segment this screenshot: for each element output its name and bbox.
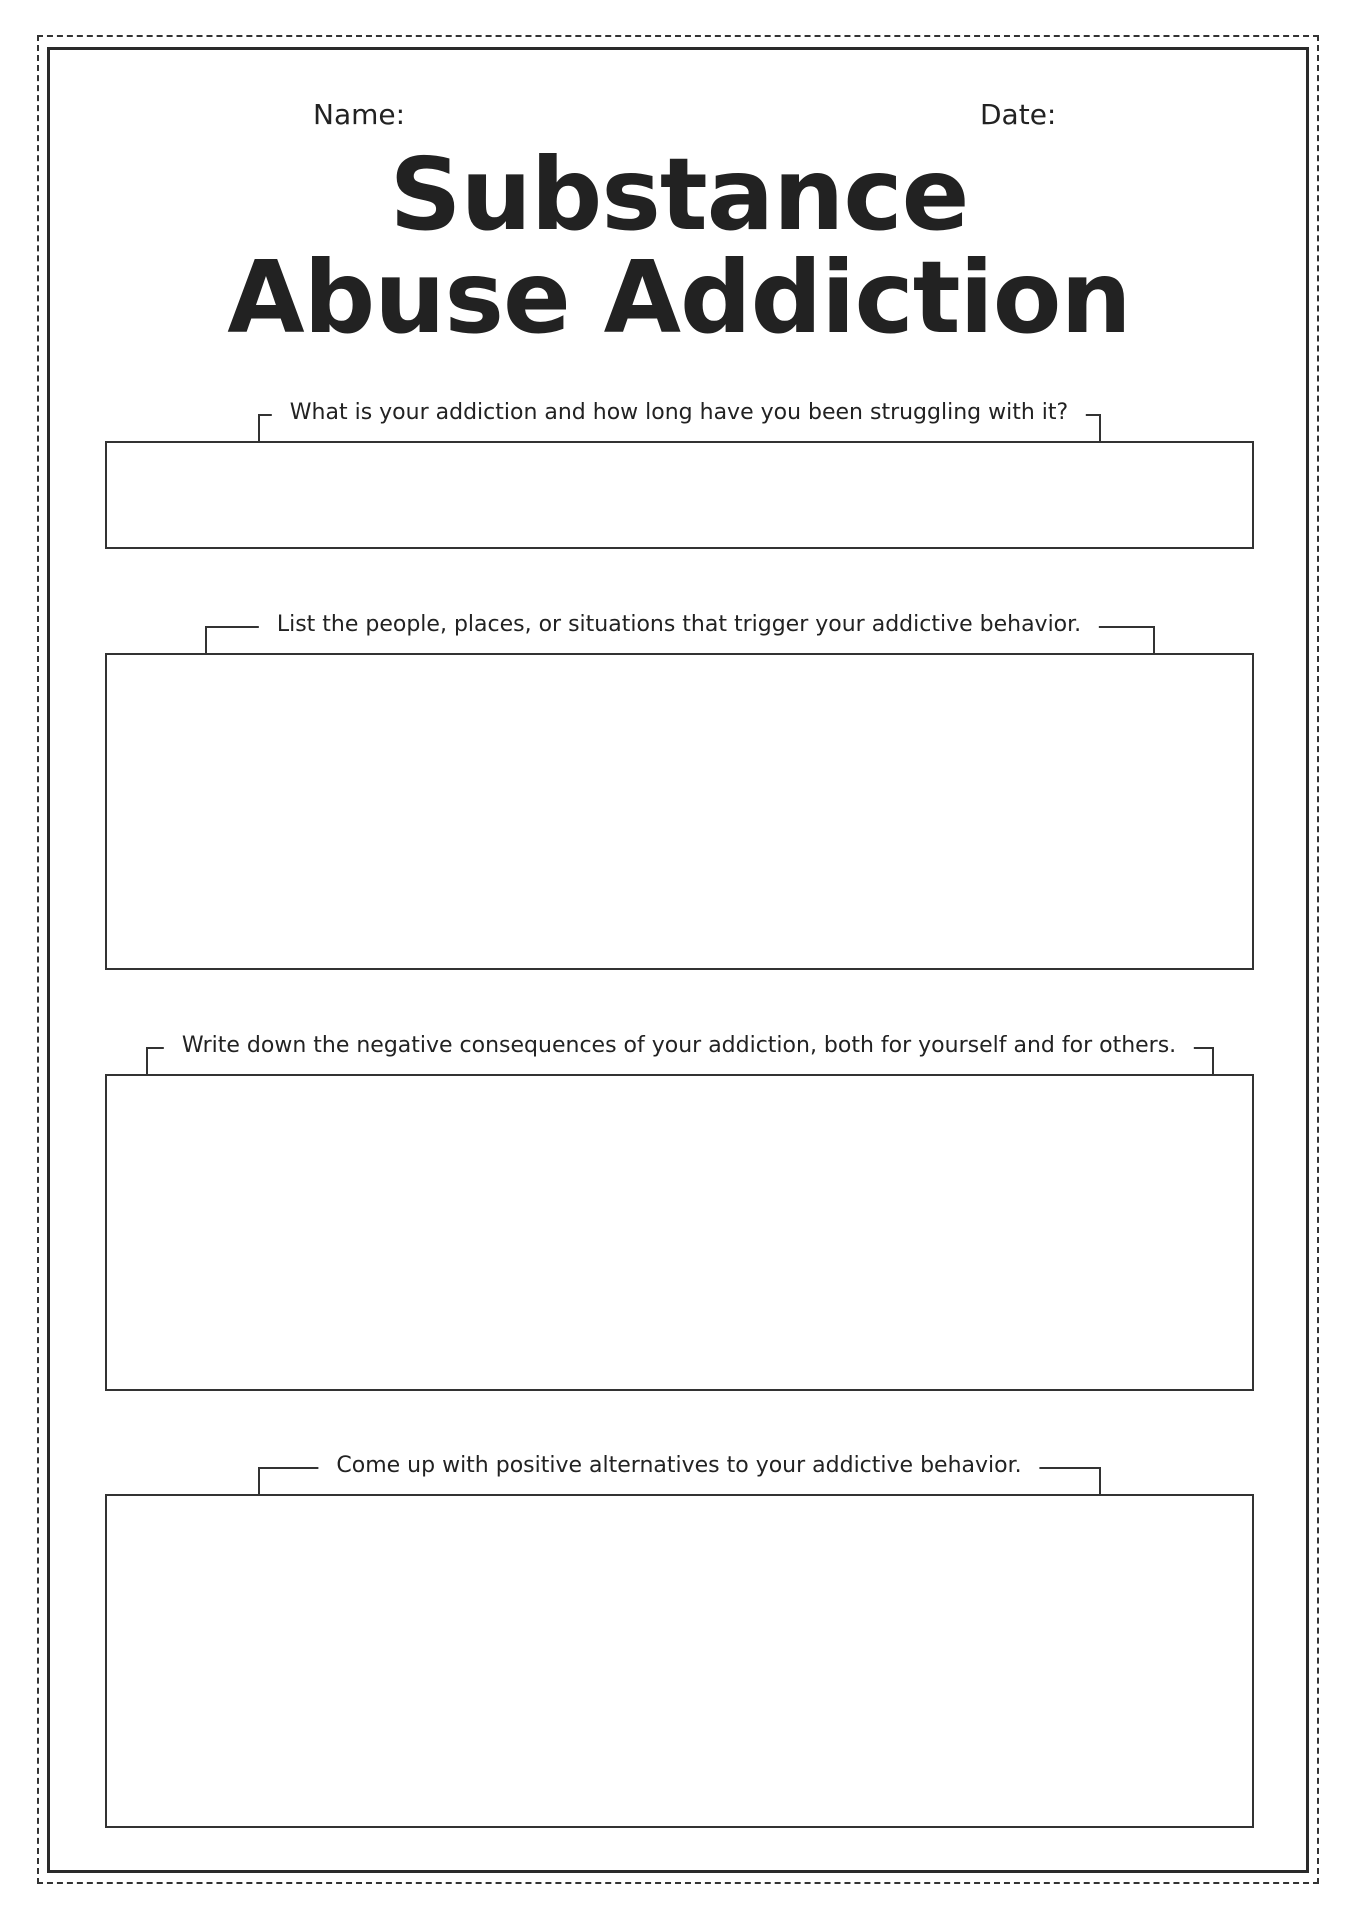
section-3-answer-box[interactable] <box>105 1074 1254 1391</box>
date-label: Date: <box>980 98 1057 131</box>
section-1-answer-box[interactable] <box>105 441 1254 549</box>
section-1-prompt: What is your addiction and how long have you been struggling with it? <box>272 399 1086 427</box>
section-4-answer-box[interactable] <box>105 1494 1254 1828</box>
section-4-prompt: Come up with positive alternatives to your addictive behavior. <box>318 1452 1039 1480</box>
page-title-line-2: Abuse Addiction <box>227 239 1131 356</box>
page-title-line-1: Substance <box>389 136 969 253</box>
section-3-prompt: Write down the negative consequences of your addiction, both for yourself and for others. <box>164 1032 1194 1060</box>
name-label: Name: <box>313 98 406 131</box>
section-2-prompt: List the people, places, or situations that trigger your addictive behavior. <box>259 611 1099 639</box>
section-2-answer-box[interactable] <box>105 653 1254 970</box>
